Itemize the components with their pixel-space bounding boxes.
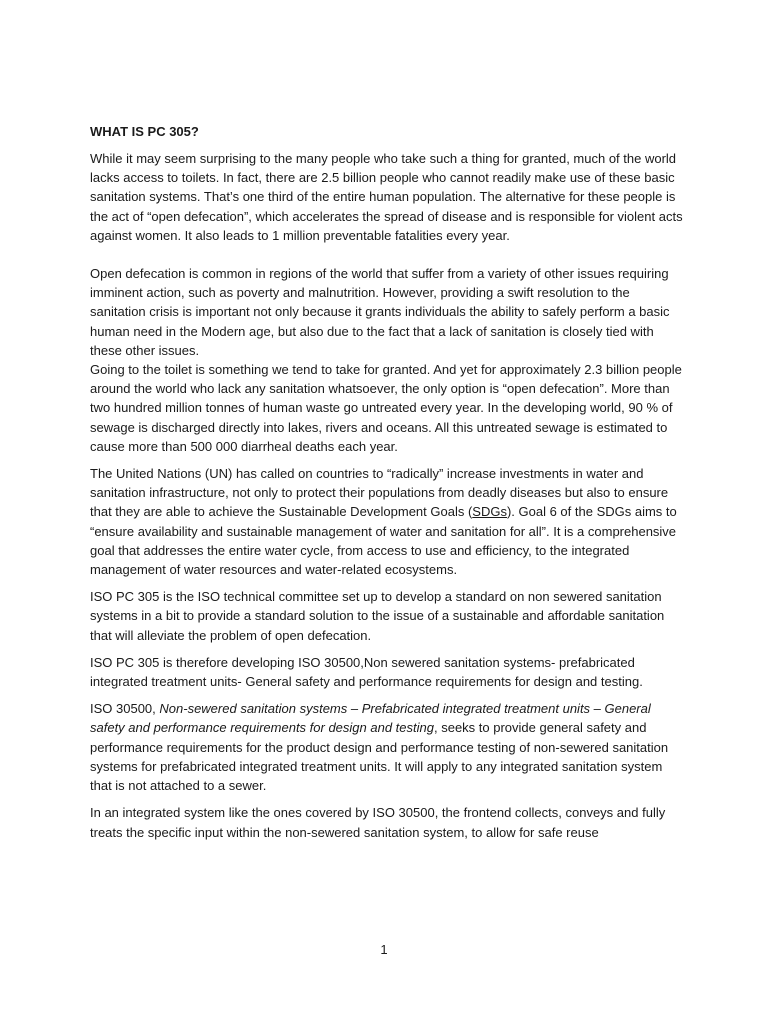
paragraph-iso-30500-scope (90, 699, 684, 795)
paragraph-open-defecation: Open defecation is common in regions of the world that suffer from a variety of other issues requiring imminent action, such as poverty and malnutrition. However, providing a swift resolution to the sanitation crisis is important not only because it grants individuals the ability to safely perform a basic human need in the Modern age, but also due to the fact that a lack of sanitation is closely tied with these other issues. (90, 266, 670, 358)
sdgs-link[interactable]: SDGs (472, 504, 507, 520)
section-heading: WHAT IS PC 305? (90, 124, 199, 139)
paragraph-integrated-system: In an integrated system like the ones covered by ISO 30500, the frontend collects, conveys and fully treats the specific input within the non-sewered sanitation system, to allow for safe reuse (90, 805, 666, 840)
paragraph-united-nations (90, 464, 684, 579)
scope-text-b: , seeks to provide general safety and performance requirements for the product design and performance testing of non-sewered sanitation systems for prefabricated integrated treatment units. It will apply to any integrated sanitation system that is not attached to a sewer. (90, 720, 669, 794)
scope-text-a: ISO 30500, (90, 701, 160, 717)
paragraph-toilet-stats: Going to the toilet is something we tend to take for granted. And yet for approximately 2.3 billion people around the world who lack any sanitation whatsoever, the only option is “open defecation”. More than two hundred million tonnes of human waste go untreated every year. In the developing world, 90 % of sewage is discharged directly into lakes, rivers and oceans. All this untreated sewage is estimated to cause more than 500 000 diarrheal deaths each year. (90, 362, 682, 454)
standard-title-italic: Non-sewered sanitation systems – Prefabricated integrated treatment units – General safety and performance requirements for design and testing (90, 701, 651, 736)
un-text-b: ). Goal 6 of the SDGs aims to “ensure availability and sustainable management of water and sanitation for all”. It is a comprehensive goal that addresses the entire water cycle, from access to use and efficiency, to the integrated management of water resources and water-related ecosystems. (90, 504, 677, 578)
paragraph-iso-30500-dev: ISO PC 305 is therefore developing ISO 30500,Non sewered sanitation systems- prefabricated integrated treatment units- General safety and performance requirements for design and testing. (90, 654, 643, 690)
page-number: 1 (380, 942, 388, 957)
un-text-a: The United Nations (UN) has called on countries to “radically” increase investments in water and sanitation infrastructure, not only to protect their populations from deadly diseases but also to ensure that they are able to achieve the Sustainable Development Goals ( (90, 466, 669, 520)
paragraph-iso-pc-305: ISO PC 305 is the ISO technical committee set up to develop a standard on non sewered sanitation systems in a bit to provide a standard solution to the issue of a sustainable and affordable sanitation that will alleviate the problem of open defecation. (90, 589, 665, 643)
paragraph-intro: While it may seem surprising to the many people who take such a thing for granted, much of the world lacks access to toilets. In fact, there are 2.5 billion people who cannot readily make use of these basic sanitation systems. That’s one third of the entire human population. The alternative for these people is the act of “open defecation”, which accelerates the spread of disease and is responsible for violent acts against women. It also leads to 1 million preventable fatalities every year. (90, 151, 683, 243)
